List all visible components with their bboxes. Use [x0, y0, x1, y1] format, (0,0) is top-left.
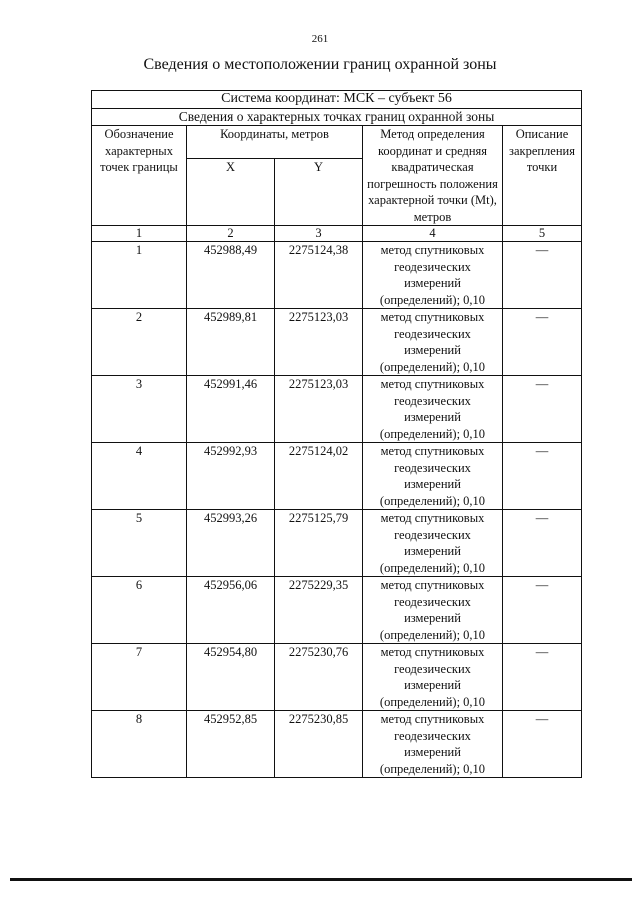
- header-x: X: [187, 159, 275, 226]
- table-row: [92, 242, 582, 309]
- y-coordinate-cell: 2275124,02: [275, 443, 363, 510]
- column-number: 2: [187, 226, 275, 242]
- point-number-cell: 4: [92, 443, 187, 510]
- y-coordinate-cell: 2275123,03: [275, 376, 363, 443]
- point-number-cell: 6: [92, 577, 187, 644]
- x-coordinate-cell: 452956,06: [187, 577, 275, 644]
- description-cell: —: [503, 309, 582, 376]
- description-cell: —: [503, 510, 582, 577]
- column-number: 3: [275, 226, 363, 242]
- table-row: [92, 711, 582, 778]
- method-cell: метод спутниковых геодезических измерений (определений); 0,10: [363, 510, 503, 577]
- x-coordinate-cell: 452993,26: [187, 510, 275, 577]
- x-coordinate-cell: 452954,80: [187, 644, 275, 711]
- table-row: [92, 443, 582, 510]
- method-cell: метод спутниковых геодезических измерений (определений); 0,10: [363, 443, 503, 510]
- method-cell: метод спутниковых геодезических измерений (определений); 0,10: [363, 309, 503, 376]
- header-y: Y: [275, 159, 363, 226]
- bottom-rule: [10, 878, 632, 881]
- method-cell: метод спутниковых геодезических измерений (определений); 0,10: [363, 711, 503, 778]
- description-cell: —: [503, 242, 582, 309]
- header-description: Описание закрепления точки: [503, 126, 582, 226]
- table-row: [92, 644, 582, 711]
- description-cell: —: [503, 644, 582, 711]
- table-row: [92, 309, 582, 376]
- table-row: [92, 376, 582, 443]
- y-coordinate-cell: 2275230,85: [275, 711, 363, 778]
- method-cell: метод спутниковых геодезических измерений (определений); 0,10: [363, 644, 503, 711]
- x-coordinate-cell: 452988,49: [187, 242, 275, 309]
- table-row: [92, 577, 582, 644]
- x-coordinate-cell: 452989,81: [187, 309, 275, 376]
- description-cell: —: [503, 443, 582, 510]
- method-cell: метод спутниковых геодезических измерений (определений); 0,10: [363, 242, 503, 309]
- description-cell: —: [503, 577, 582, 644]
- y-coordinate-cell: 2275125,79: [275, 510, 363, 577]
- point-number-cell: 3: [92, 376, 187, 443]
- y-coordinate-cell: 2275124,38: [275, 242, 363, 309]
- header-method: Метод определения координат и средняя квадратическая погрешность положения характерной точки (Mt), метров: [363, 126, 503, 226]
- x-coordinate-cell: 452991,46: [187, 376, 275, 443]
- method-cell: метод спутниковых геодезических измерений (определений); 0,10: [363, 577, 503, 644]
- y-coordinate-cell: 2275123,03: [275, 309, 363, 376]
- y-coordinate-cell: 2275230,76: [275, 644, 363, 711]
- column-number: 1: [92, 226, 187, 242]
- point-number-cell: 5: [92, 510, 187, 577]
- column-number: 4: [363, 226, 503, 242]
- header-coords: Координаты, метров: [187, 126, 363, 159]
- point-number-cell: 7: [92, 644, 187, 711]
- boundary-points-table: [91, 90, 582, 778]
- point-number-cell: 8: [92, 711, 187, 778]
- point-number-cell: 1: [92, 242, 187, 309]
- page-title: Сведения о местоположении границ охранной зоны: [143, 56, 497, 73]
- column-number: 5: [503, 226, 582, 242]
- description-cell: —: [503, 711, 582, 778]
- coordinate-system-header: Система координат: МСК – субъект 56: [92, 91, 582, 109]
- y-coordinate-cell: 2275229,35: [275, 577, 363, 644]
- table-row: [92, 510, 582, 577]
- section-header: Сведения о характерных точках границ охранной зоны: [92, 109, 582, 126]
- method-cell: метод спутниковых геодезических измерений (определений); 0,10: [363, 376, 503, 443]
- x-coordinate-cell: 452952,85: [187, 711, 275, 778]
- x-coordinate-cell: 452992,93: [187, 443, 275, 510]
- point-number-cell: 2: [92, 309, 187, 376]
- page-number: 261: [311, 33, 329, 45]
- description-cell: —: [503, 376, 582, 443]
- header-designation: Обозначение характерных точек границы: [92, 126, 187, 226]
